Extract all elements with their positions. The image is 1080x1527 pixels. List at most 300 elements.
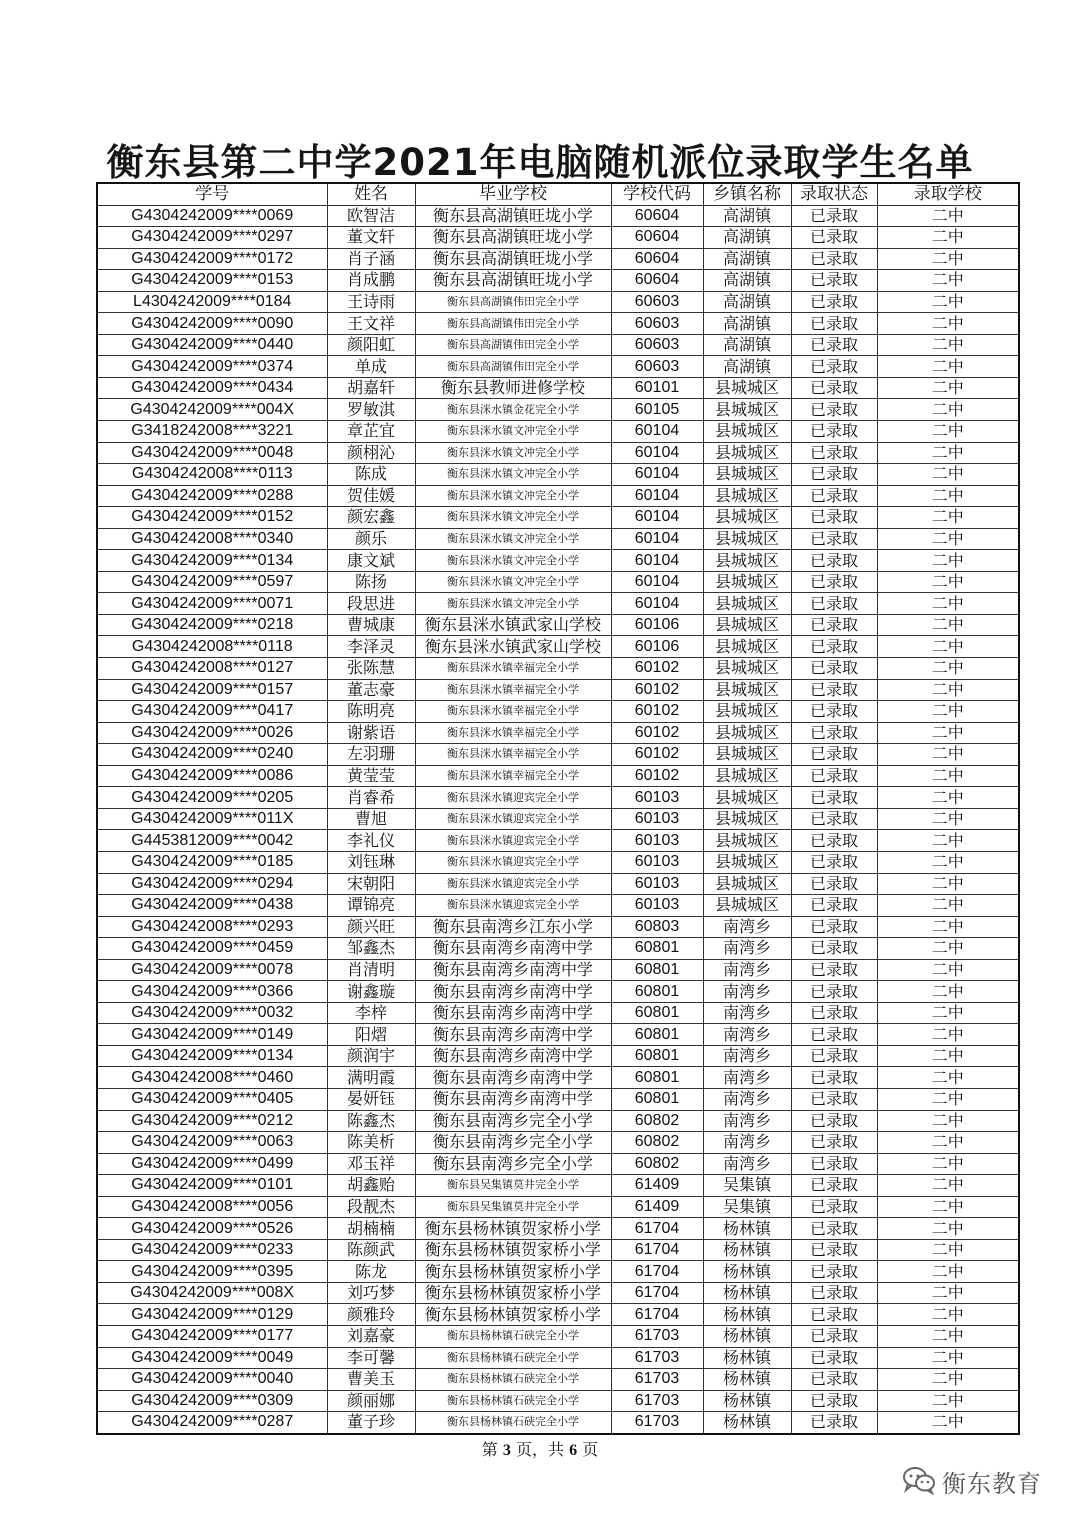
town-cell: 杨林镇: [703, 1304, 791, 1326]
admitted-school-cell: 二中: [877, 334, 1019, 356]
student-id-cell: G4304242009****0185: [97, 851, 327, 873]
table-row: [97, 550, 1019, 572]
table-row: [97, 1132, 1019, 1154]
student-id-cell: G4304242009****0395: [97, 1261, 327, 1283]
table-row: [97, 442, 1019, 464]
student-name-cell: 董志豪: [327, 679, 415, 701]
admission-status-cell: 已录取: [791, 1390, 877, 1412]
admission-status-cell: 已录取: [791, 658, 877, 680]
graduated-school-cell: 衡东县洣水镇文冲完全小学: [415, 593, 611, 615]
table-row: [97, 248, 1019, 270]
school-code-cell: 60603: [611, 291, 703, 313]
admitted-school-cell: 二中: [877, 679, 1019, 701]
town-cell: 高湖镇: [703, 291, 791, 313]
admission-status-cell: 已录取: [791, 1412, 877, 1434]
graduated-school-cell: 衡东县洣水镇文冲完全小学: [415, 507, 611, 529]
student-name-cell: 张陈慧: [327, 658, 415, 680]
admitted-school-cell: 二中: [877, 1067, 1019, 1089]
student-id-cell: G4304242009****0205: [97, 787, 327, 809]
graduated-school-cell: 衡东县南湾乡南湾中学: [415, 1002, 611, 1024]
total-pages: 6: [569, 1442, 578, 1459]
graduated-school-cell: 衡东县南湾乡南湾中学: [415, 1088, 611, 1110]
admission-status-cell: 已录取: [791, 1045, 877, 1067]
school-code-cell: 60104: [611, 442, 703, 464]
admitted-school-cell: 二中: [877, 485, 1019, 507]
student-name-cell: 李可馨: [327, 1347, 415, 1369]
admitted-school-cell: 二中: [877, 1110, 1019, 1132]
admitted-school-cell: 二中: [877, 593, 1019, 615]
page-number: [0, 1437, 1080, 1460]
school-code-cell: 60801: [611, 1045, 703, 1067]
admission-status-cell: 已录取: [791, 1067, 877, 1089]
table-row: [97, 421, 1019, 443]
admitted-school-cell: 二中: [877, 270, 1019, 292]
table-row: [97, 1261, 1019, 1283]
admission-status-cell: 已录取: [791, 744, 877, 766]
student-id-cell: G4304242009****0212: [97, 1110, 327, 1132]
student-id-cell: G4304242009****0134: [97, 1045, 327, 1067]
admitted-school-cell: 二中: [877, 765, 1019, 787]
student-id-cell: G3418242008****3221: [97, 421, 327, 443]
student-id-cell: G4304242009****0405: [97, 1088, 327, 1110]
school-code-cell: 60104: [611, 507, 703, 529]
admitted-school-cell: 二中: [877, 377, 1019, 399]
admission-status-cell: 已录取: [791, 1196, 877, 1218]
student-name-cell: 罗敏淇: [327, 399, 415, 421]
student-name-cell: 邓玉祥: [327, 1153, 415, 1175]
graduated-school-cell: 衡东县洣水镇文冲完全小学: [415, 485, 611, 507]
town-cell: 县城城区: [703, 851, 791, 873]
student-name-cell: 陈龙: [327, 1261, 415, 1283]
town-cell: 吴集镇: [703, 1175, 791, 1197]
graduated-school-cell: 衡东县杨林镇贺家桥小学: [415, 1218, 611, 1240]
student-id-cell: G4304242009****0101: [97, 1175, 327, 1197]
town-cell: 高湖镇: [703, 205, 791, 227]
graduated-school-cell: 衡东县杨林镇贺家桥小学: [415, 1282, 611, 1304]
student-id-cell: G4304242009****0499: [97, 1153, 327, 1175]
graduated-school-cell: 衡东县杨林镇石硖完全小学: [415, 1325, 611, 1347]
admission-status-cell: 已录取: [791, 830, 877, 852]
town-cell: 县城城区: [703, 550, 791, 572]
graduated-school-cell: 衡东县高湖镇伟田完全小学: [415, 356, 611, 378]
admitted-school-cell: 二中: [877, 528, 1019, 550]
admission-status-cell: 已录取: [791, 464, 877, 486]
admission-status-cell: 已录取: [791, 895, 877, 917]
graduated-school-cell: 衡东县洣水镇文冲完全小学: [415, 464, 611, 486]
table-row: [97, 1325, 1019, 1347]
admitted-school-cell: 二中: [877, 227, 1019, 249]
student-name-cell: 王文祥: [327, 313, 415, 335]
table-row: [97, 1412, 1019, 1434]
admission-status-cell: 已录取: [791, 851, 877, 873]
student-name-cell: 刘巧梦: [327, 1282, 415, 1304]
admitted-school-cell: 二中: [877, 614, 1019, 636]
table-row: [97, 1175, 1019, 1197]
school-code-cell: 60603: [611, 334, 703, 356]
student-id-cell: G4304242009****0086: [97, 765, 327, 787]
admitted-school-cell: 二中: [877, 1002, 1019, 1024]
table-row: [97, 658, 1019, 680]
graduated-school-cell: 衡东县杨林镇石硖完全小学: [415, 1347, 611, 1369]
column-header-admission-status: 录取状态: [791, 183, 877, 205]
town-cell: 县城城区: [703, 377, 791, 399]
table-header-row: [97, 183, 1019, 205]
town-cell: 县城城区: [703, 895, 791, 917]
graduated-school-cell: 衡东县南湾乡完全小学: [415, 1153, 611, 1175]
school-code-cell: 61409: [611, 1196, 703, 1218]
student-name-cell: 晏妍钰: [327, 1088, 415, 1110]
table-row: [97, 485, 1019, 507]
school-code-cell: 61704: [611, 1282, 703, 1304]
town-cell: 南湾乡: [703, 959, 791, 981]
graduated-school-cell: 衡东县洣水镇武家山学校: [415, 614, 611, 636]
graduated-school-cell: 衡东县高湖镇伟田完全小学: [415, 291, 611, 313]
school-code-cell: 60603: [611, 356, 703, 378]
table-row: [97, 1369, 1019, 1391]
school-code-cell: 61703: [611, 1347, 703, 1369]
student-name-cell: 谢鑫璇: [327, 981, 415, 1003]
school-code-cell: 60104: [611, 421, 703, 443]
student-name-cell: 欧智洁: [327, 205, 415, 227]
school-code-cell: 61703: [611, 1325, 703, 1347]
student-id-cell: G4304242008****0293: [97, 916, 327, 938]
student-id-cell: G4304242008****0460: [97, 1067, 327, 1089]
student-name-cell: 阳熠: [327, 1024, 415, 1046]
student-name-cell: 胡楠楠: [327, 1218, 415, 1240]
student-id-cell: G4304242009****0297: [97, 227, 327, 249]
student-name-cell: 满明霞: [327, 1067, 415, 1089]
table-row: [97, 1110, 1019, 1132]
student-id-cell: G4304242009****0440: [97, 334, 327, 356]
school-code-cell: 60104: [611, 571, 703, 593]
town-cell: 县城城区: [703, 658, 791, 680]
student-name-cell: 陈成: [327, 464, 415, 486]
town-cell: 吴集镇: [703, 1196, 791, 1218]
town-cell: 杨林镇: [703, 1347, 791, 1369]
student-id-cell: G4304242009****0152: [97, 507, 327, 529]
admission-status-cell: 已录取: [791, 1369, 877, 1391]
student-name-cell: 邹鑫杰: [327, 938, 415, 960]
student-id-cell: G4304242009****0288: [97, 485, 327, 507]
student-name-cell: 李礼仪: [327, 830, 415, 852]
admission-status-cell: 已录取: [791, 1218, 877, 1240]
school-code-cell: 60103: [611, 851, 703, 873]
admission-status-cell: 已录取: [791, 313, 877, 335]
column-header-name: 姓名: [327, 183, 415, 205]
column-header-school-code: 学校代码: [611, 183, 703, 205]
table-row: [97, 334, 1019, 356]
student-id-cell: G4304242008****0118: [97, 636, 327, 658]
town-cell: 县城城区: [703, 571, 791, 593]
admitted-school-cell: 二中: [877, 1153, 1019, 1175]
town-cell: 杨林镇: [703, 1369, 791, 1391]
student-name-cell: 李泽灵: [327, 636, 415, 658]
graduated-school-cell: 衡东县教师进修学校: [415, 377, 611, 399]
student-name-cell: 黄莹莹: [327, 765, 415, 787]
school-code-cell: 60604: [611, 270, 703, 292]
town-cell: 县城城区: [703, 873, 791, 895]
student-id-cell: G4304242008****0340: [97, 528, 327, 550]
student-name-cell: 曹旭: [327, 808, 415, 830]
graduated-school-cell: 衡东县南湾乡南湾中学: [415, 1067, 611, 1089]
admitted-school-cell: 二中: [877, 658, 1019, 680]
town-cell: 高湖镇: [703, 334, 791, 356]
school-code-cell: 60102: [611, 765, 703, 787]
admitted-school-cell: 二中: [877, 507, 1019, 529]
student-id-cell: G4453812009****0042: [97, 830, 327, 852]
admitted-school-cell: 二中: [877, 1347, 1019, 1369]
admitted-school-cell: 二中: [877, 1024, 1019, 1046]
student-id-cell: G4304242009****0177: [97, 1325, 327, 1347]
school-code-cell: 61409: [611, 1175, 703, 1197]
town-cell: 高湖镇: [703, 227, 791, 249]
student-name-cell: 陈美析: [327, 1132, 415, 1154]
student-id-cell: G4304242009****0134: [97, 550, 327, 572]
admission-status-cell: 已录取: [791, 679, 877, 701]
admitted-school-cell: 二中: [877, 787, 1019, 809]
table-row: [97, 765, 1019, 787]
student-name-cell: 颜阳虹: [327, 334, 415, 356]
student-id-cell: G4304242008****0113: [97, 464, 327, 486]
admitted-school-cell: 二中: [877, 291, 1019, 313]
student-name-cell: 颜宏鑫: [327, 507, 415, 529]
table-row: [97, 1218, 1019, 1240]
student-name-cell: 肖成鹏: [327, 270, 415, 292]
admission-status-cell: 已录取: [791, 593, 877, 615]
school-code-cell: 60803: [611, 916, 703, 938]
graduated-school-cell: 衡东县洣水镇文冲完全小学: [415, 571, 611, 593]
student-id-cell: G4304242009****0048: [97, 442, 327, 464]
table-row: [97, 916, 1019, 938]
admission-status-cell: 已录取: [791, 808, 877, 830]
student-id-cell: G4304242009****0459: [97, 938, 327, 960]
town-cell: 县城城区: [703, 528, 791, 550]
graduated-school-cell: 衡东县洣水镇文冲完全小学: [415, 550, 611, 572]
student-name-cell: 颜润宇: [327, 1045, 415, 1067]
school-code-cell: 60104: [611, 550, 703, 572]
graduated-school-cell: 衡东县洣水镇文冲完全小学: [415, 442, 611, 464]
school-code-cell: 61703: [611, 1369, 703, 1391]
page-number-prefix: 第: [481, 1440, 498, 1459]
admission-status-cell: 已录取: [791, 701, 877, 723]
school-code-cell: 60604: [611, 227, 703, 249]
town-cell: 南湾乡: [703, 1045, 791, 1067]
school-code-cell: 60101: [611, 377, 703, 399]
table-row: [97, 464, 1019, 486]
graduated-school-cell: 衡东县高湖镇旺垅小学: [415, 205, 611, 227]
admitted-school-cell: 二中: [877, 1261, 1019, 1283]
town-cell: 县城城区: [703, 787, 791, 809]
town-cell: 南湾乡: [703, 1002, 791, 1024]
admission-status-cell: 已录取: [791, 1153, 877, 1175]
school-code-cell: 60106: [611, 636, 703, 658]
town-cell: 杨林镇: [703, 1239, 791, 1261]
admission-status-cell: 已录取: [791, 1347, 877, 1369]
student-id-cell: G4304242008****0056: [97, 1196, 327, 1218]
student-id-cell: G4304242009****0434: [97, 377, 327, 399]
admitted-school-cell: 二中: [877, 421, 1019, 443]
admitted-school-cell: 二中: [877, 1088, 1019, 1110]
graduated-school-cell: 衡东县洣水镇幸福完全小学: [415, 658, 611, 680]
graduated-school-cell: 衡东县杨林镇石硖完全小学: [415, 1390, 611, 1412]
admission-table: [96, 182, 1020, 1435]
town-cell: 南湾乡: [703, 1110, 791, 1132]
town-cell: 南湾乡: [703, 981, 791, 1003]
column-header-student-id: 学号: [97, 183, 327, 205]
admission-status-cell: 已录取: [791, 248, 877, 270]
graduated-school-cell: 衡东县吴集镇莫井完全小学: [415, 1196, 611, 1218]
admission-status-cell: 已录取: [791, 1261, 877, 1283]
admitted-school-cell: 二中: [877, 808, 1019, 830]
student-id-cell: G4304242009****0149: [97, 1024, 327, 1046]
admitted-school-cell: 二中: [877, 1390, 1019, 1412]
town-cell: 杨林镇: [703, 1282, 791, 1304]
school-code-cell: 60802: [611, 1153, 703, 1175]
student-name-cell: 董文轩: [327, 227, 415, 249]
school-code-cell: 60104: [611, 593, 703, 615]
table-row: [97, 356, 1019, 378]
town-cell: 县城城区: [703, 744, 791, 766]
column-header-town: 乡镇名称: [703, 183, 791, 205]
graduated-school-cell: 衡东县洣水镇迎宾完全小学: [415, 808, 611, 830]
school-code-cell: 60801: [611, 1002, 703, 1024]
student-id-cell: G4304242009****0069: [97, 205, 327, 227]
table-row: [97, 959, 1019, 981]
student-name-cell: 曹美玉: [327, 1369, 415, 1391]
table-row: [97, 1024, 1019, 1046]
student-name-cell: 陈扬: [327, 571, 415, 593]
town-cell: 南湾乡: [703, 1088, 791, 1110]
graduated-school-cell: 衡东县洣水镇迎宾完全小学: [415, 830, 611, 852]
admitted-school-cell: 二中: [877, 313, 1019, 335]
student-id-cell: G4304242009****0032: [97, 1002, 327, 1024]
graduated-school-cell: 衡东县洣水镇文冲完全小学: [415, 421, 611, 443]
graduated-school-cell: 衡东县高湖镇伟田完全小学: [415, 334, 611, 356]
student-id-cell: G4304242009****008X: [97, 1282, 327, 1304]
student-name-cell: 陈明亮: [327, 701, 415, 723]
student-name-cell: 李梓: [327, 1002, 415, 1024]
student-name-cell: 谢紫语: [327, 722, 415, 744]
town-cell: 高湖镇: [703, 270, 791, 292]
table-row: [97, 528, 1019, 550]
student-id-cell: G4304242009****0294: [97, 873, 327, 895]
school-code-cell: 61704: [611, 1304, 703, 1326]
admitted-school-cell: 二中: [877, 442, 1019, 464]
school-code-cell: 60801: [611, 938, 703, 960]
graduated-school-cell: 衡东县高湖镇伟田完全小学: [415, 313, 611, 335]
admission-status-cell: 已录取: [791, 1024, 877, 1046]
table-row: [97, 313, 1019, 335]
table-row: [97, 679, 1019, 701]
town-cell: 县城城区: [703, 679, 791, 701]
town-cell: 县城城区: [703, 722, 791, 744]
admission-status-cell: 已录取: [791, 334, 877, 356]
student-name-cell: 肖子涵: [327, 248, 415, 270]
admitted-school-cell: 二中: [877, 1282, 1019, 1304]
page-title: 衡东县第二中学2021年电脑随机派位录取学生名单: [106, 141, 974, 184]
student-name-cell: 单成: [327, 356, 415, 378]
admitted-school-cell: 二中: [877, 1132, 1019, 1154]
admission-status-cell: 已录取: [791, 270, 877, 292]
student-id-cell: G4304242009****0240: [97, 744, 327, 766]
admission-status-cell: 已录取: [791, 1132, 877, 1154]
admitted-school-cell: 二中: [877, 851, 1019, 873]
student-id-cell: G4304242009****0526: [97, 1218, 327, 1240]
admission-status-cell: 已录取: [791, 1110, 877, 1132]
page-number-middle: 页，共: [515, 1440, 564, 1459]
table-row: [97, 873, 1019, 895]
admitted-school-cell: 二中: [877, 205, 1019, 227]
admission-status-cell: 已录取: [791, 485, 877, 507]
town-cell: 杨林镇: [703, 1325, 791, 1347]
student-id-cell: G4304242009****0417: [97, 701, 327, 723]
admission-status-cell: 已录取: [791, 981, 877, 1003]
town-cell: 杨林镇: [703, 1390, 791, 1412]
town-cell: 县城城区: [703, 507, 791, 529]
school-code-cell: 60104: [611, 528, 703, 550]
student-name-cell: 颜雅玲: [327, 1304, 415, 1326]
table-row: [97, 830, 1019, 852]
school-code-cell: 60801: [611, 1088, 703, 1110]
graduated-school-cell: 衡东县高湖镇旺垅小学: [415, 227, 611, 249]
school-code-cell: 61703: [611, 1412, 703, 1434]
column-header-graduated-school: 毕业学校: [415, 183, 611, 205]
school-code-cell: 61704: [611, 1261, 703, 1283]
student-id-cell: L4304242009****0184: [97, 291, 327, 313]
admitted-school-cell: 二中: [877, 1325, 1019, 1347]
table-row: [97, 1239, 1019, 1261]
admission-status-cell: 已录取: [791, 1282, 877, 1304]
wechat-watermark: [902, 1464, 1042, 1499]
admission-status-cell: 已录取: [791, 873, 877, 895]
graduated-school-cell: 衡东县南湾乡完全小学: [415, 1132, 611, 1154]
student-name-cell: 胡鑫贻: [327, 1175, 415, 1197]
admission-status-cell: 已录取: [791, 1002, 877, 1024]
school-code-cell: 60106: [611, 614, 703, 636]
table-row: [97, 787, 1019, 809]
admission-status-cell: 已录取: [791, 227, 877, 249]
admission-status-cell: 已录取: [791, 356, 877, 378]
school-code-cell: 60102: [611, 701, 703, 723]
table-row: [97, 1304, 1019, 1326]
school-code-cell: 60103: [611, 895, 703, 917]
table-body: [97, 205, 1019, 1434]
admitted-school-cell: 二中: [877, 1304, 1019, 1326]
graduated-school-cell: 衡东县洣水镇文冲完全小学: [415, 528, 611, 550]
student-name-cell: 宋朝阳: [327, 873, 415, 895]
graduated-school-cell: 衡东县杨林镇贺家桥小学: [415, 1304, 611, 1326]
table-row: [97, 636, 1019, 658]
admitted-school-cell: 二中: [877, 1218, 1019, 1240]
student-name-cell: 胡嘉轩: [327, 377, 415, 399]
school-code-cell: 60801: [611, 959, 703, 981]
graduated-school-cell: 衡东县洣水镇幸福完全小学: [415, 722, 611, 744]
graduated-school-cell: 衡东县洣水镇金花完全小学: [415, 399, 611, 421]
admission-status-cell: 已录取: [791, 614, 877, 636]
admission-status-cell: 已录取: [791, 938, 877, 960]
wechat-icon: [902, 1465, 936, 1499]
student-id-cell: G4304242009****0071: [97, 593, 327, 615]
town-cell: 县城城区: [703, 593, 791, 615]
student-name-cell: 陈颜武: [327, 1239, 415, 1261]
admitted-school-cell: 二中: [877, 873, 1019, 895]
admitted-school-cell: 二中: [877, 1239, 1019, 1261]
town-cell: 县城城区: [703, 421, 791, 443]
school-code-cell: 60102: [611, 722, 703, 744]
graduated-school-cell: 衡东县杨林镇贺家桥小学: [415, 1261, 611, 1283]
town-cell: 南湾乡: [703, 1024, 791, 1046]
admission-status-cell: 已录取: [791, 1175, 877, 1197]
